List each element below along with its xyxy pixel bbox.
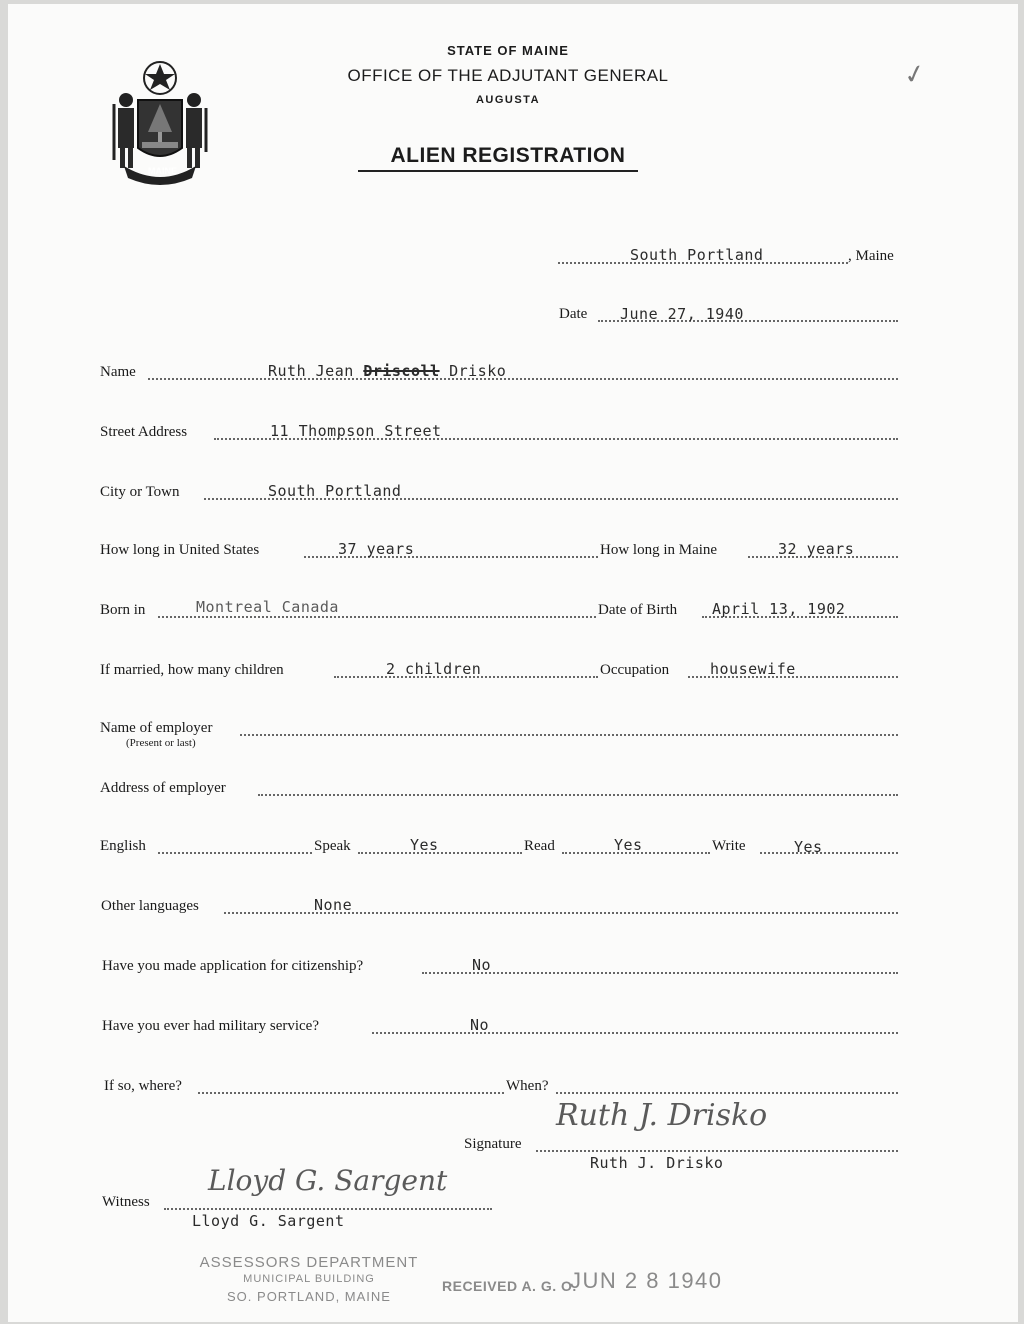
read-value: Yes [614,836,643,854]
born-label: Born in [100,602,146,618]
header-city: AUGUSTA [475,94,541,106]
employer-sublabel: (Present or last) [126,737,196,749]
date-value: June 27, 1940 [620,305,744,323]
when-label: When? [506,1078,549,1094]
dob-label: Date of Birth [598,602,678,618]
citizenship-value: No [472,956,492,974]
received-stamp: RECEIVED A. G. O. [442,1278,577,1294]
assessors-stamp-line1: ASSESSORS DEPARTMENT [199,1254,419,1271]
assessors-stamp-line2: MUNICIPAL BUILDING [243,1273,375,1285]
maine-years-label: How long in Maine [600,542,718,558]
military-value: No [470,1016,490,1034]
other-languages-value: None [314,896,353,914]
us-years-label: How long in United States [100,542,260,558]
form-title: ALIEN REGISTRATION [390,144,626,167]
place-suffix: , Maine [848,248,894,264]
witness-handwritten: Lloyd G. Sargent [208,1164,448,1197]
witness-typed: Lloyd G. Sargent [192,1212,345,1230]
write-value: Yes [794,838,823,856]
military-label: Have you ever had military service? [102,1018,319,1034]
signature-label: Signature [464,1136,522,1152]
city-value: South Portland [268,482,402,500]
children-value: 2 children [386,660,482,678]
dob-value: April 13, 1902 [712,600,846,618]
employer-label: Name of employer [100,720,213,736]
signature-typed: Ruth J. Drisko [590,1154,724,1172]
assessors-stamp-line3: SO. PORTLAND, MAINE [227,1289,391,1304]
name-first-middle: Ruth Jean [268,362,354,380]
header-office: OFFICE OF THE ADJUTANT GENERAL [347,66,669,85]
born-value: Montreal Canada [196,598,339,616]
name-surname: Drisko [449,362,507,380]
employer-address-label: Address of employer [100,780,226,796]
signature-handwritten: Ruth J. Drisko [556,1098,768,1133]
received-date-stamp: JUN 2 8 1940 [570,1268,723,1293]
street-label: Street Address [100,424,188,440]
witness-label: Witness [102,1194,150,1210]
document-page [8,4,1018,1322]
seal-banner-text: MAINE [148,166,177,176]
occupation-value: housewife [710,660,796,678]
name-struck-out: Driscoll [363,362,440,380]
citizenship-label: Have you made application for citizenship? [102,958,364,974]
english-label: English [100,838,146,854]
street-value: 11 Thompson Street [270,422,442,440]
speak-value: Yes [410,836,439,854]
read-label: Read [524,838,555,854]
city-label: City or Town [100,484,180,500]
date-label: Date [559,306,588,322]
write-label: Write [712,838,746,854]
other-languages-label: Other languages [101,898,199,914]
us-years-value: 37 years [338,540,415,558]
speak-label: Speak [314,838,351,854]
occupation-label: Occupation [600,662,670,678]
name-label: Name [100,364,136,380]
check-mark: ✓ [901,58,929,91]
title-underline [358,170,638,172]
header-state: STATE OF MAINE [447,43,569,58]
place-value: South Portland [630,246,764,264]
maine-years-value: 32 years [778,540,855,558]
children-label: If married, how many children [100,662,284,678]
where-label: If so, where? [104,1078,182,1094]
name-value [268,362,506,380]
